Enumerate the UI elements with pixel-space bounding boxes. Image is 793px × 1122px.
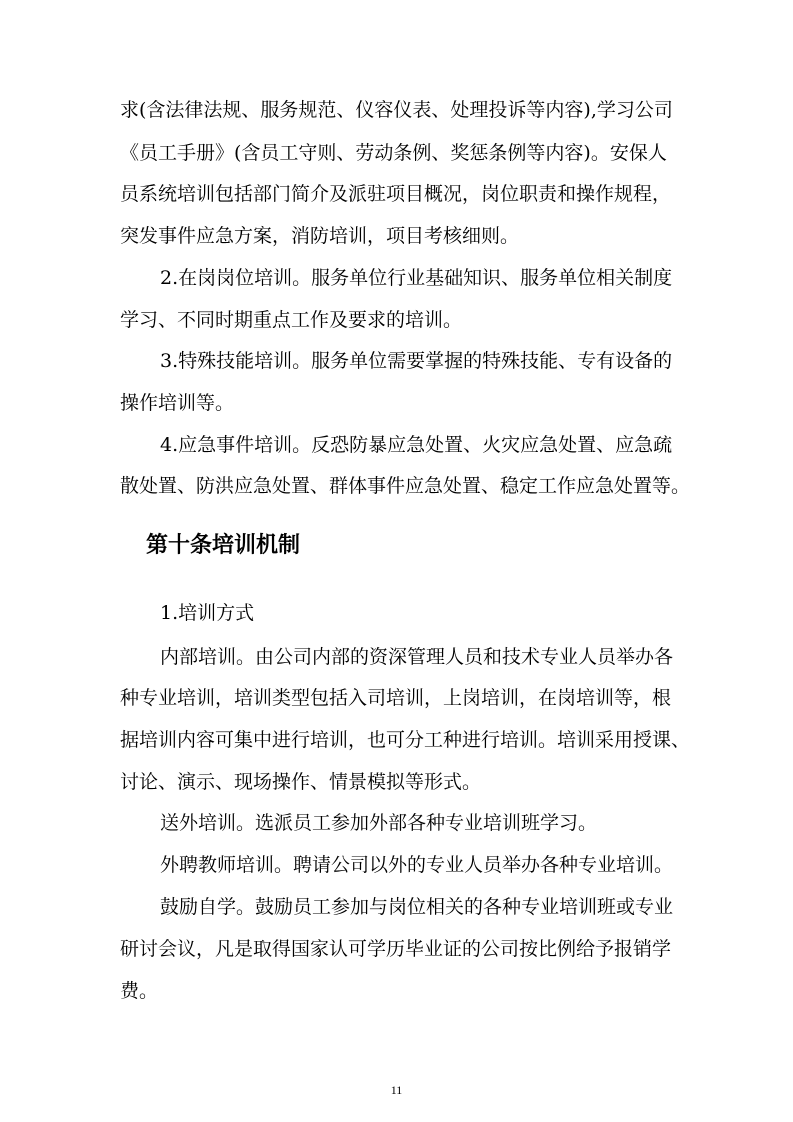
paragraph-line: 鼓励自学。鼓励员工参加与岗位相关的各种专业培训班或专业 <box>160 896 674 918</box>
paragraph-line: 《员工手册》(含员工守则、劳动条例、奖惩条例等内容)。安保人 <box>120 142 667 164</box>
paragraph-line: 研讨会议，凡是取得国家认可学历毕业证的公司按比例给予报销学 <box>120 938 672 960</box>
paragraph-line: 操作培训等。 <box>120 392 235 414</box>
paragraph-line: 员系统培训包括部门简介及派驻项目概况，岗位职责和操作规程， <box>120 183 672 205</box>
paragraph-line: 2.在岗岗位培训。服务单位行业基础知识、服务单位相关制度 <box>160 267 673 289</box>
paragraph-line: 外聘教师培训。聘请公司以外的专业人员举办各种专业培训。 <box>160 854 674 876</box>
paragraph-line: 内部培训。由公司内部的资深管理人员和技术专业人员举办各 <box>160 646 674 668</box>
paragraph-line: 送外培训。选派员工参加外部各种专业培训班学习。 <box>160 812 598 834</box>
paragraph-line: 据培训内容可集中进行培训，也可分工种进行培训。培训采用授课、 <box>120 729 691 751</box>
paragraph-line: 突发事件应急方案，消防培训，项目考核细则。 <box>120 225 520 247</box>
paragraph-line: 费。 <box>120 980 159 1002</box>
paragraph-line: 3.特殊技能培训。服务单位需要掌握的特殊技能、专有设备的 <box>160 350 673 372</box>
paragraph-line: 种专业培训，培训类型包括入司培训，上岗培训，在岗培训等，根 <box>120 687 672 709</box>
paragraph-line: 求(含法律法规、服务规范、仪容仪表、处理投诉等内容),学习公司 <box>120 99 673 121</box>
paragraph-line: 4.应急事件培训。反恐防暴应急处置、火灾应急处置、应急疏 <box>160 434 673 456</box>
section-heading: 第十条培训机制 <box>146 533 301 558</box>
paragraph-line: 讨论、演示、现场操作、情景模拟等形式。 <box>120 771 482 793</box>
paragraph-line: 散处置、防洪应急处置、群体事件应急处置、稳定工作应急处置等。 <box>120 475 691 497</box>
page-number: 11 <box>390 1083 403 1097</box>
paragraph-line: 学习、不同时期重点工作及要求的培训。 <box>120 309 463 331</box>
subsection-title: 1.培训方式 <box>160 602 255 624</box>
